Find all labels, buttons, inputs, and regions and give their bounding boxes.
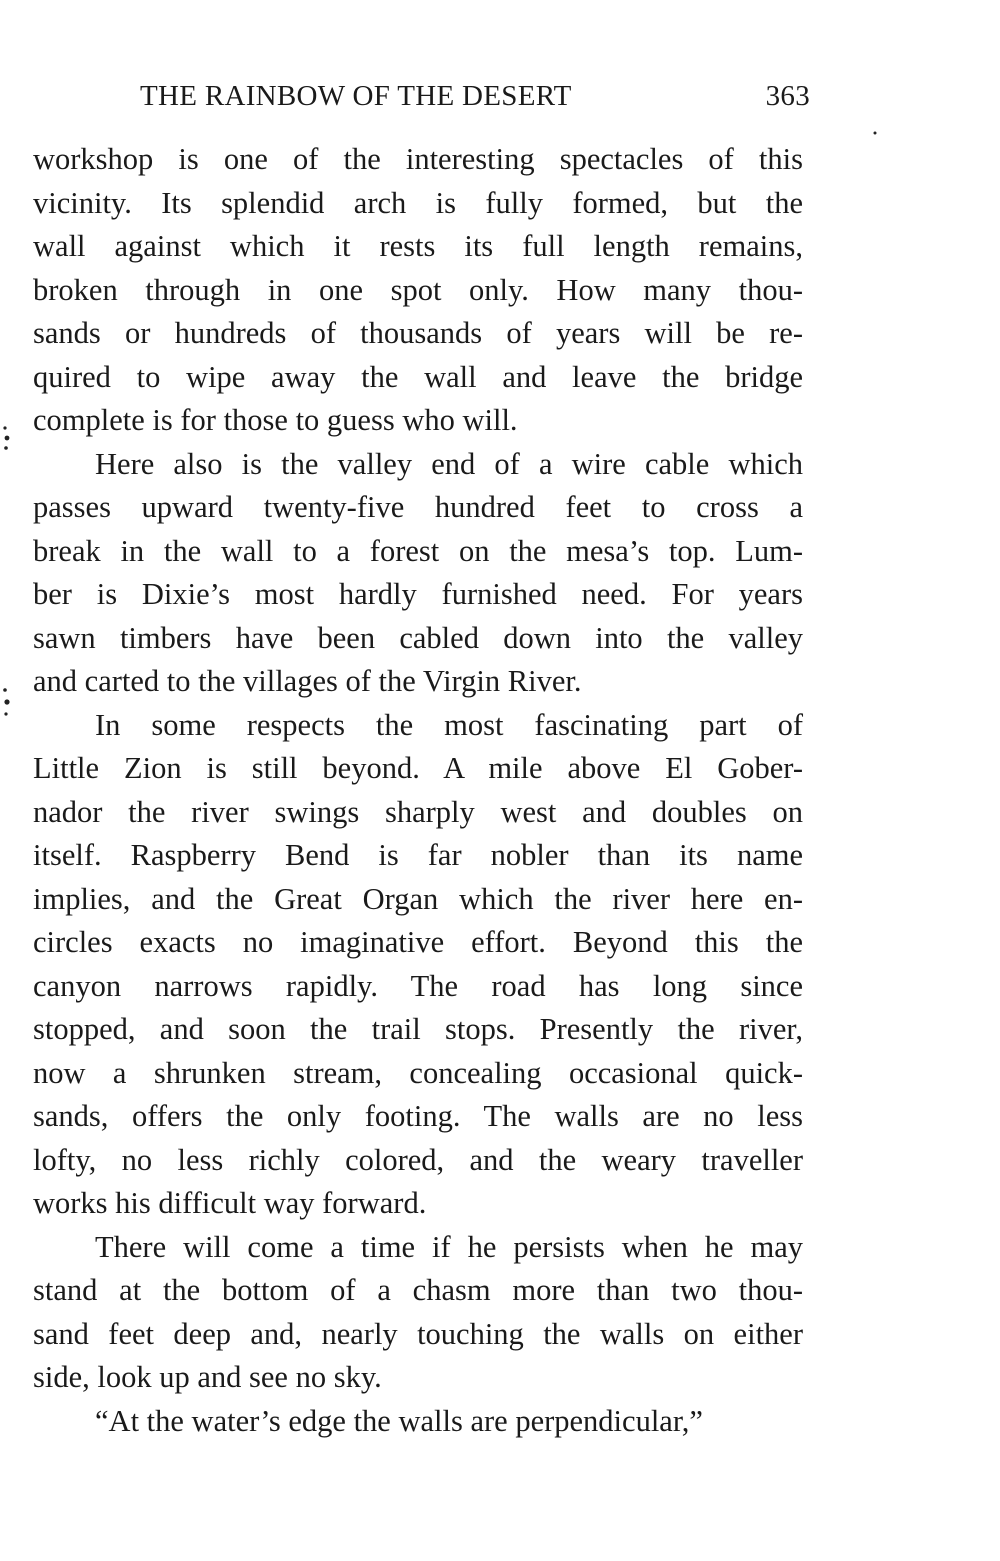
text-line: passes upward twenty-five hundred feet to cross a bbox=[33, 490, 803, 524]
text-line: workshop is one of the interesting spectacles of this bbox=[33, 142, 803, 176]
text-line: There will come a time if he persists when he may bbox=[95, 1229, 803, 1264]
scan-speck bbox=[3, 426, 6, 429]
running-head bbox=[140, 80, 810, 120]
text-line: nador the river swings sharply west and doubles on bbox=[33, 794, 803, 829]
text-line: implies, and the Great Organ which the river here en- bbox=[33, 881, 803, 916]
scan-speck bbox=[5, 436, 10, 441]
text-line: and carted to the villages of the Virgin River. bbox=[33, 664, 582, 698]
text-line: sands or hundreds of thousands of years will be re- bbox=[33, 316, 803, 350]
text-line: lofty, no less richly colored, and the weary traveller bbox=[33, 1142, 803, 1177]
page-number: 363 bbox=[765, 80, 810, 112]
text-line: wall against which it rests its full length remains, bbox=[33, 229, 803, 263]
text-line: stopped, and soon the trail stops. Presently the river, bbox=[33, 1012, 803, 1046]
text-line: circles exacts no imaginative effort. Beyond this the bbox=[33, 925, 803, 959]
text-line: complete is for those to guess who will. bbox=[33, 403, 518, 437]
running-title: THE RAINBOW OF THE DESERT bbox=[140, 80, 572, 112]
text-line: Here also is the valley end of a wire cable which bbox=[95, 446, 803, 481]
text-line: canyon narrows rapidly. The road has long since bbox=[33, 968, 803, 1003]
text-line: broken through in one spot only. How many thou- bbox=[33, 272, 803, 307]
text-line: sand feet deep and, nearly touching the walls on either bbox=[33, 1316, 803, 1351]
text-line: “At the water’s edge the walls are perpendicular,” bbox=[95, 1403, 703, 1438]
scan-speck bbox=[874, 132, 877, 135]
text-line: now a shrunken stream, concealing occasional quick- bbox=[33, 1055, 803, 1090]
text-line: sands, offers the only footing. The walls are no less bbox=[33, 1099, 803, 1133]
scan-speck bbox=[4, 446, 8, 450]
text-line: side, look up and see no sky. bbox=[33, 1360, 382, 1394]
text-line: break in the wall to a forest on the mesa’s top. Lum- bbox=[33, 533, 803, 568]
text-line: sawn timbers have been cabled down into the valley bbox=[33, 620, 803, 655]
scan-speck bbox=[4, 699, 9, 704]
body-text bbox=[33, 138, 803, 1443]
scan-speck bbox=[3, 688, 7, 692]
text-line: works his difficult way forward. bbox=[33, 1186, 427, 1220]
text-line: stand at the bottom of a chasm more than two thou- bbox=[33, 1273, 803, 1307]
text-line: ber is Dixie’s most hardly furnished need. For years bbox=[33, 577, 803, 611]
text-line: quired to wipe away the wall and leave the bridge bbox=[33, 359, 803, 394]
text-line: vicinity. Its splendid arch is fully formed, but the bbox=[33, 185, 803, 220]
text-line: In some respects the most fascinating part of bbox=[95, 707, 803, 742]
text-line: Little Zion is still beyond. A mile above El Gober- bbox=[33, 751, 803, 785]
text-line: itself. Raspberry Bend is far nobler than its name bbox=[33, 838, 803, 872]
scan-speck bbox=[4, 712, 7, 715]
